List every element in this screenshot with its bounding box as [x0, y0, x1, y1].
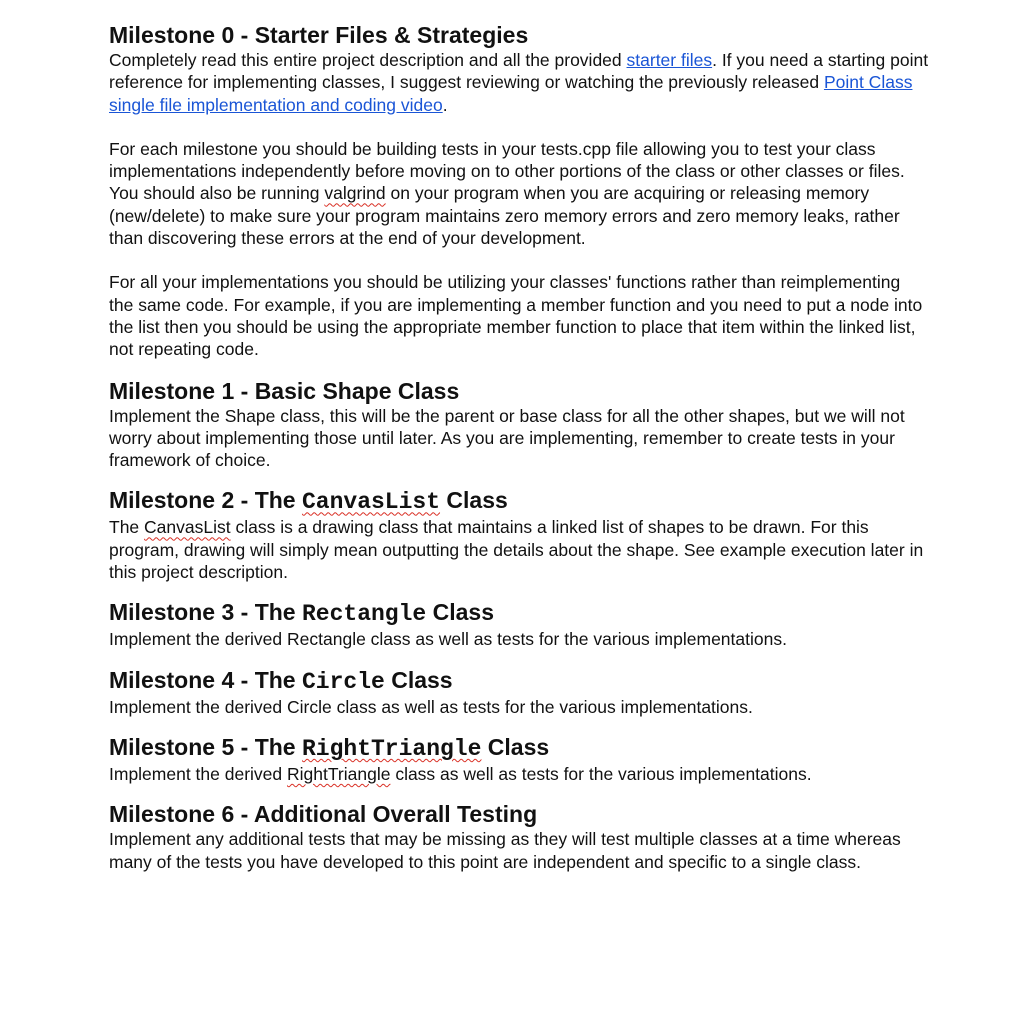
milestone-2-heading	[109, 487, 929, 516]
text-run: class as well as tests for the various implementations.	[390, 763, 812, 784]
milestone-0-paragraph-3: For all your implementations you should be utilizing your classes' functions rather than reimplementing the same code. For example, if you are implementing a member function and you need to put a node into the list then you should be using the appropriate member function to place that item within the linked list, not repeating code.	[109, 272, 923, 360]
document-content	[109, 22, 929, 873]
milestone-6-section	[109, 801, 929, 873]
heading-text: Milestone 5 - The	[109, 733, 302, 760]
milestone-2-paragraph	[109, 516, 929, 583]
text-run: . If you need a starting point reference for implementing classes, I suggest reviewing or watching the previously released	[109, 50, 929, 93]
heading-text: Milestone 2 - The	[109, 487, 302, 514]
text-run: For each milestone you should be building tests in your tests.cpp file allowing you to test your class implementations independently before moving on to other portions of the class or other classes or files. You should also be running	[109, 138, 905, 204]
milestone-5-paragraph	[109, 763, 929, 785]
milestone-5-section	[109, 734, 929, 785]
milestone-2-section	[109, 487, 929, 583]
text-run: .	[442, 94, 448, 115]
milestone-0-heading: Milestone 0 - Starter Files & Strategies	[109, 22, 529, 48]
heading-text: Milestone 4 - The	[109, 666, 302, 693]
heading-text: Class	[384, 666, 453, 693]
milestone-4-section	[109, 667, 929, 718]
text-run: on your program when you are acquiring or releasing memory (new/delete) to make sure your program maintains zero memory errors and zero memory leaks, rather than discovering these errors at the end of your development.	[109, 183, 900, 249]
milestone-5-heading	[109, 734, 929, 763]
text-run: Completely read this entire project description and all the provided	[109, 50, 627, 70]
heading-text: Milestone 3 - The	[109, 599, 302, 626]
milestone-1-paragraph: Implement the Shape class, this will be the parent or base class for all the other shapes, but we will not worry about implementing those until later. As you are implementing, remember to create tests in your framework of choice.	[109, 405, 905, 471]
starter-files-link[interactable]: starter files	[626, 50, 713, 70]
righttriangle-code: RightTriangle	[301, 735, 482, 762]
milestone-0-paragraph-1	[109, 49, 929, 116]
spellcheck-word-valgrind: valgrind	[324, 183, 386, 204]
milestone-3-paragraph: Implement the derived Rectangle class as well as tests for the various implementations.	[109, 629, 787, 650]
spellcheck-word-canvaslist: CanvasList	[144, 517, 231, 538]
milestone-3-heading	[109, 599, 929, 628]
milestone-1-heading: Milestone 1 - Basic Shape Class	[109, 377, 460, 404]
heading-text: Class	[481, 733, 550, 760]
milestone-3-section	[109, 599, 929, 650]
circle-code: Circle	[301, 668, 385, 695]
heading-text: Class	[440, 487, 508, 514]
milestone-6-paragraph: Implement any additional tests that may be missing as they will test multiple classes at a time whereas many of the tests you have developed to this point are independent and specific to a single class.	[109, 829, 901, 872]
milestone-4-paragraph: Implement the derived Circle class as well as tests for the various implementations.	[109, 696, 753, 717]
rectangle-code: Rectangle	[301, 601, 427, 628]
point-class-video-link[interactable]: Point Class single file implementation and coding video	[109, 72, 913, 115]
heading-text: Class	[426, 599, 494, 626]
text-run: The	[109, 517, 145, 538]
milestone-1-section	[109, 378, 929, 472]
canvaslist-code: CanvasList	[301, 489, 441, 516]
text-run: class is a drawing class that maintains a linked list of shapes to be drawn. For this program, drawing will simply mean outputting the details about the shape. See example execution later in this project description.	[109, 517, 924, 583]
milestone-6-heading: Milestone 6 - Additional Overall Testing	[109, 801, 538, 828]
milestone-0-section	[109, 22, 929, 361]
milestone-0-paragraph-2	[109, 138, 929, 249]
spellcheck-word-righttriangle: RightTriangle	[287, 763, 391, 784]
text-run: Implement the derived	[109, 763, 288, 784]
milestone-4-heading	[109, 667, 929, 696]
